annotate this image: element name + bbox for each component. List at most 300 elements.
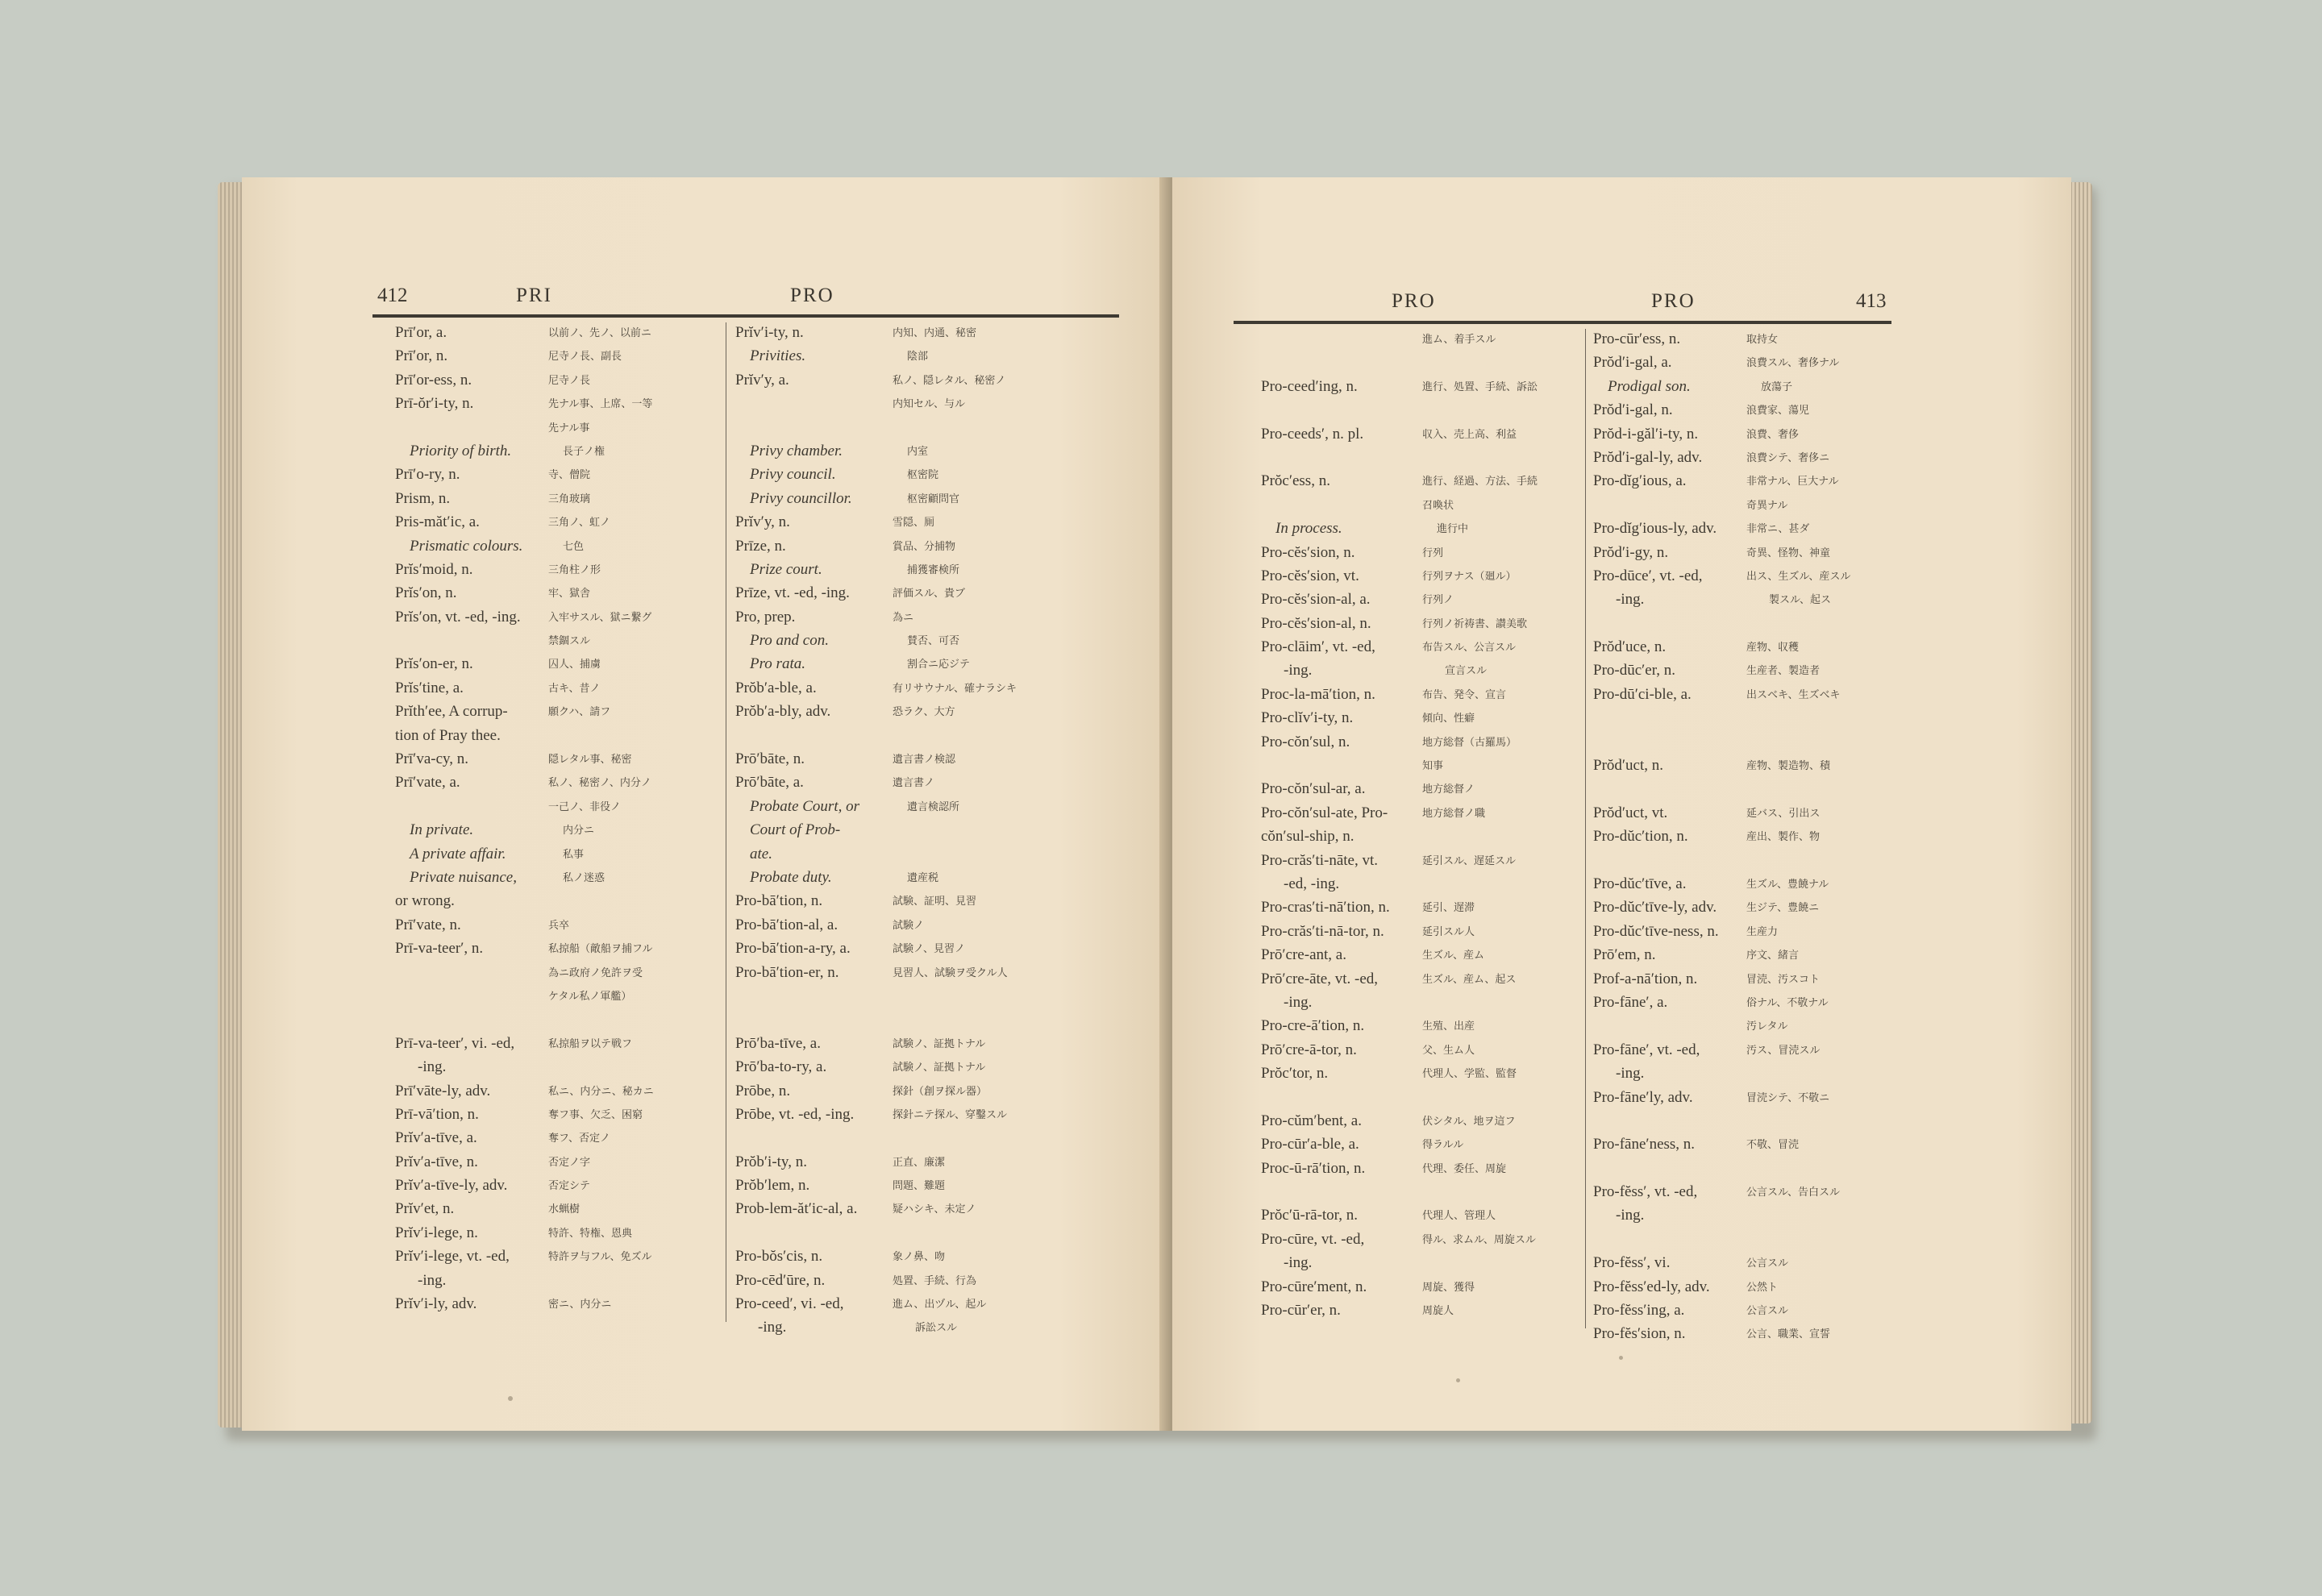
entry-headword: -ing.: [1616, 591, 1645, 609]
entry-headword: Prĭv′y, n.: [735, 513, 790, 531]
entry-headword: Pro-bā′tion, n.: [735, 892, 823, 910]
dictionary-entry: [1593, 1275, 1904, 1299]
entry-definition: 水蝋樹: [548, 1203, 580, 1216]
entry-headword: Pro-dŭc′tion, n.: [1593, 828, 1688, 846]
entry-definition: 奪フ事、欠乏、困窮: [548, 1108, 643, 1120]
dictionary-entry: [395, 1079, 714, 1103]
left-page-column-2: [735, 321, 1114, 1340]
entry-headword: [1261, 754, 1422, 777]
entry-headword: Pro-bā′tion-al, a.: [735, 916, 838, 933]
entry-definition: 禁錮スル: [548, 634, 591, 647]
dictionary-entry: [735, 676, 1114, 700]
entry-headword: Pro-cūre, vt. -ed,: [1261, 1230, 1365, 1248]
open-book: [218, 171, 2092, 1436]
entry-headword: -ing.: [1284, 1254, 1313, 1272]
entry-definition: 遺言検認所: [907, 800, 960, 813]
dictionary-entry: [1593, 1322, 1904, 1345]
dictionary-entry: [735, 818, 1114, 842]
entry-definition: 出ス、生ズル、産スル: [1746, 569, 1851, 582]
entry-definition: 奇異ナル: [1746, 498, 1788, 511]
entry-definition: 冒涜、汚スコト: [1746, 972, 1821, 985]
entry-definition: 探針ニテ探ル、穿鑿スル: [893, 1108, 1007, 1120]
entry-headword: [1593, 849, 1746, 872]
dictionary-entry: [735, 321, 1114, 344]
entry-headword: Prĭv′i-lege, vt. -ed,: [395, 1248, 510, 1266]
entry-headword: [735, 984, 893, 1008]
dictionary-entry: [1261, 1038, 1583, 1062]
dictionary-entry: [1593, 375, 1904, 398]
entry-headword: -ed, -ing.: [1284, 875, 1340, 892]
dictionary-entry: [1593, 1086, 1904, 1109]
dictionary-entry: [395, 913, 714, 937]
entry-definition: 周旋人: [1422, 1304, 1454, 1317]
entry-definition: 私ニ、内分ニ、秘カニ: [548, 1084, 654, 1097]
dictionary-entry: [735, 1008, 1114, 1031]
entry-headword: Prĭv′i-ty, n.: [735, 324, 804, 341]
entry-headword: Prismatic colours.: [410, 537, 523, 555]
dictionary-entry: [735, 771, 1114, 794]
dictionary-entry: [1261, 896, 1583, 919]
entry-definition: 布告スル、公言スル: [1422, 641, 1516, 654]
dictionary-entry: [1261, 422, 1583, 446]
entry-headword: [395, 1008, 548, 1031]
dictionary-entry: [735, 534, 1114, 558]
dictionary-entry: [395, 463, 714, 486]
dictionary-entry: [1593, 754, 1904, 777]
dictionary-entry: [1261, 1109, 1583, 1133]
dictionary-entry: [735, 1150, 1114, 1174]
entry-definition: 先ナル事、上席、一等: [548, 397, 653, 410]
dictionary-entry: [1261, 541, 1583, 564]
dictionary-entry: [1593, 1251, 1904, 1274]
entry-definition: 試験ノ、見習ノ: [893, 942, 965, 955]
dictionary-entry: [1261, 493, 1583, 517]
dictionary-entry: [395, 510, 714, 534]
entry-headword: [1593, 706, 1746, 729]
entry-definition: 捕獲審検所: [907, 563, 960, 576]
entry-headword: -ing.: [1616, 1065, 1645, 1083]
dictionary-entry: [735, 795, 1114, 818]
entry-headword: tion of Pray thee.: [395, 726, 501, 744]
entry-headword: Prŏd′i-gal, n.: [1593, 401, 1673, 419]
entry-headword: Prŏc′ess, n.: [1261, 472, 1330, 490]
dictionary-entry: [395, 676, 714, 700]
dictionary-entry: [1261, 777, 1583, 800]
dictionary-entry: [1593, 920, 1904, 943]
dictionary-entry: [1593, 612, 1904, 635]
page-number-left: 412: [377, 285, 408, 306]
entry-definition: 生ジテ、豊饒ニ: [1746, 901, 1820, 914]
dictionary-entry: [1261, 517, 1583, 540]
paper-speck: [508, 1396, 513, 1401]
entry-headword: [1261, 398, 1422, 422]
dictionary-entry: [1593, 1133, 1904, 1156]
entry-headword: Pro-fĕss′, vt. -ed,: [1593, 1183, 1698, 1201]
entry-headword: -ing.: [418, 1058, 447, 1076]
dictionary-entry: [1593, 730, 1904, 754]
entry-headword: Pro-cēd′ūre, n.: [735, 1271, 826, 1289]
dictionary-entry: [1593, 1014, 1904, 1037]
dictionary-entry: [735, 1174, 1114, 1197]
dictionary-entry: [395, 1032, 714, 1055]
entry-headword: [1593, 1014, 1746, 1037]
entry-definition: 入牢サスル、獄ニ繋グ: [548, 610, 652, 623]
entry-headword: Prō′bāte, n.: [735, 750, 805, 768]
entry-headword: -ing.: [418, 1271, 447, 1289]
dictionary-entry: [395, 818, 714, 842]
paper-speck: [1456, 1378, 1460, 1382]
dictionary-entry: [1593, 1228, 1904, 1251]
entry-headword: Prĭv′y, a.: [735, 371, 789, 389]
entry-definition: 生ズル、産ム、起ス: [1422, 972, 1517, 985]
entry-definition: 為ニ: [893, 610, 914, 623]
dictionary-entry: [735, 866, 1114, 889]
dictionary-entry: [1261, 588, 1583, 611]
entry-definition: 三角玻璃: [548, 492, 591, 505]
dictionary-entry: [1593, 967, 1904, 991]
dictionary-entry: [735, 1103, 1114, 1126]
dictionary-entry: [395, 581, 714, 605]
dictionary-entry: [735, 392, 1114, 415]
dictionary-entry: [395, 700, 714, 723]
entry-headword: Prō′cre-ā-tor, n.: [1261, 1041, 1357, 1058]
entry-definition: 進行、処置、手続、訴訟: [1422, 380, 1538, 393]
entry-definition: 割合ニ応ジテ: [907, 658, 971, 671]
entry-definition: 評価スル、貴ブ: [893, 587, 965, 600]
dictionary-entry: [1261, 1133, 1583, 1156]
entry-headword: Prī-va-teer′, vi. -ed,: [395, 1034, 515, 1052]
entry-definition: 試験ノ、証拠トナル: [893, 1037, 986, 1049]
entry-headword: or wrong.: [395, 892, 455, 910]
entry-headword: Prĭs′on, n.: [395, 584, 457, 602]
entry-headword: Prŏd-i-găl′i-ty, n.: [1593, 425, 1699, 443]
entry-definition: 得ル、求ムル、周旋スル: [1422, 1232, 1536, 1245]
dictionary-entry: [1593, 1062, 1904, 1085]
dictionary-entry: [735, 842, 1114, 866]
entry-definition: 正直、廉潔: [893, 1155, 946, 1168]
entry-definition: 延バス、引出ス: [1746, 806, 1821, 819]
header-rule-left: [372, 314, 1119, 318]
entry-headword: Prīze, vt. -ed, -ing.: [735, 584, 850, 602]
entry-definition: 疑ハシキ、未定ノ: [893, 1203, 976, 1216]
dictionary-entry: [1261, 398, 1583, 422]
entry-definition: 非常ニ、甚ダ: [1746, 522, 1810, 535]
entry-headword: Prĭv′a-tīve, n.: [395, 1153, 478, 1170]
entry-headword: Pro-bā′tion-er, n.: [735, 963, 839, 981]
dictionary-entry: [735, 1079, 1114, 1103]
entry-definition: 延引スル、遅延スル: [1422, 854, 1516, 867]
dictionary-entry: [395, 534, 714, 558]
entry-headword: Prĭv′a-tīve, a.: [395, 1129, 477, 1147]
entry-headword: Pro-cūre′ment, n.: [1261, 1278, 1367, 1295]
page-number-right: 413: [1856, 290, 1887, 312]
entry-headword: Prĭs′on, vt. -ed, -ing.: [395, 608, 521, 626]
entry-definition: 生産者、製造者: [1746, 664, 1821, 677]
entry-definition: 浪費家、蕩児: [1746, 404, 1810, 417]
entry-headword: Pro-fĕss′, vi.: [1593, 1254, 1671, 1272]
dictionary-entry: [735, 605, 1114, 629]
dictionary-entry: [735, 1126, 1114, 1149]
entry-definition: 知事: [1422, 759, 1444, 772]
right-page-header: [1237, 290, 1898, 318]
entry-headword: Prŏb′a-bly, adv.: [735, 703, 831, 721]
dictionary-entry: [1261, 351, 1583, 374]
entry-headword: [1593, 1228, 1746, 1251]
dictionary-entry: [395, 1197, 714, 1220]
entry-headword: Pro-crăs′ti-nā-tor, n.: [1261, 922, 1384, 940]
entry-definition: 内知、内通、秘密: [893, 326, 977, 339]
entry-definition: 宣言スル: [1445, 664, 1488, 677]
entry-definition: 七色: [563, 539, 585, 552]
dictionary-entry: [1593, 1157, 1904, 1180]
dictionary-entry: [735, 344, 1114, 368]
entry-headword: Pris-măt′ic, a.: [395, 513, 480, 531]
entry-headword: Pro-clāim′, vt. -ed,: [1261, 638, 1375, 656]
dictionary-entry: [395, 558, 714, 581]
entry-headword: Prī′vāte-ly, adv.: [395, 1082, 491, 1099]
entry-headword: -ing.: [1284, 993, 1313, 1011]
entry-headword: [1261, 493, 1422, 517]
entry-headword: Proc-ū-rā′tion, n.: [1261, 1159, 1366, 1177]
entry-headword: [395, 416, 548, 439]
entry-definition: 召喚状: [1422, 498, 1454, 511]
entry-headword: Proc-la-mā′tion, n.: [1261, 685, 1375, 703]
entry-headword: Pro-cĕs′sion, vt.: [1261, 567, 1359, 584]
entry-headword: [735, 1221, 893, 1245]
column-divider-right: [1585, 329, 1586, 1328]
dictionary-entry: [735, 416, 1114, 439]
entry-headword: Prŏc′ū-rā-tor, n.: [1261, 1207, 1358, 1224]
dictionary-entry: [1261, 635, 1583, 659]
right-page-column-1: [1261, 327, 1583, 1322]
entry-headword: Prī′o-ry, n.: [395, 466, 460, 484]
entry-headword: Prō′em, n.: [1593, 946, 1656, 964]
entry-definition: 代理人、学監、監督: [1422, 1067, 1517, 1080]
entry-headword: Prōbe, n.: [735, 1082, 791, 1099]
dictionary-entry: [395, 724, 714, 747]
entry-headword: Pro-fāne′ness, n.: [1593, 1136, 1696, 1153]
entry-headword: Pro-cŏn′sul, n.: [1261, 733, 1350, 750]
dictionary-entry: [1593, 801, 1904, 825]
entry-headword: Pro-fāne′, vt. -ed,: [1593, 1041, 1700, 1058]
dictionary-entry: [1261, 1251, 1583, 1274]
entry-headword: Prō′bāte, a.: [735, 774, 804, 792]
entry-definition: 周旋、獲得: [1422, 1280, 1475, 1293]
entry-headword: -ing.: [1616, 1207, 1645, 1224]
entry-definition: 浪費、奢侈: [1746, 427, 1800, 440]
dictionary-entry: [1261, 849, 1583, 872]
entry-headword: [1593, 730, 1746, 754]
entry-headword: Pro-ceed′ing, n.: [1261, 377, 1358, 395]
entry-definition: 冒涜シテ、不敬ニ: [1746, 1091, 1830, 1103]
right-page: [1172, 177, 2071, 1431]
entry-headword: Prŏd′uct, vt.: [1593, 804, 1668, 821]
dictionary-entry: [735, 889, 1114, 912]
entry-definition: 特許、特権、恩典: [548, 1226, 633, 1239]
dictionary-entry: [395, 747, 714, 771]
entry-headword: cŏn′sul-ship, n.: [1261, 828, 1354, 846]
entry-headword: Privy councillor.: [750, 489, 852, 507]
entry-headword: Prof-a-nā′tion, n.: [1593, 970, 1698, 987]
dictionary-entry: [1261, 1275, 1583, 1299]
entry-definition: 遺言書ノ検認: [893, 753, 956, 766]
entry-definition: 試験ノ、証拠トナル: [893, 1061, 986, 1074]
dictionary-entry: [1593, 541, 1904, 564]
entry-headword: Prĭs′moid, n.: [395, 560, 473, 578]
dictionary-entry: [1261, 1157, 1583, 1180]
entry-definition: ケタル私ノ軍艦）: [548, 989, 632, 1002]
entry-headword: In private.: [410, 821, 474, 839]
entry-definition: 願クハ、請フ: [548, 705, 611, 718]
entry-headword: -ing.: [1284, 662, 1313, 680]
entry-headword: Prī-va-teer′, n.: [395, 940, 484, 958]
entry-definition: 三角ノ、虹ノ: [548, 516, 610, 529]
entry-headword: Pro-fāne′, a.: [1593, 993, 1668, 1011]
entry-definition: 進ム、着手スル: [1422, 333, 1496, 345]
dictionary-entry: [395, 1055, 714, 1079]
dictionary-entry: [735, 1032, 1114, 1055]
dictionary-entry: [1261, 991, 1583, 1014]
dictionary-entry: [1593, 422, 1904, 446]
entry-definition: 賞品、分捕物: [893, 539, 956, 552]
entry-definition: 公然ト: [1746, 1280, 1779, 1293]
entry-definition: 特許ヲ与フル、免ズル: [548, 1250, 652, 1263]
entry-definition: 伏シタル、地ヲ這フ: [1422, 1114, 1516, 1127]
entry-headword: Pro-ceed′, vi. -ed,: [735, 1295, 844, 1313]
entry-headword: Prob-lem-ăt′ic-al, a.: [735, 1200, 858, 1218]
dictionary-entry: [735, 724, 1114, 747]
entry-definition: 行列: [1422, 546, 1444, 559]
entry-definition: 問題、難題: [893, 1179, 946, 1192]
dictionary-entry: [735, 1245, 1114, 1268]
dictionary-entry: [1593, 588, 1904, 611]
entry-definition: 内室: [907, 444, 929, 457]
entry-headword: Pro-bā′tion-a-ry, a.: [735, 940, 851, 958]
dictionary-entry: [1261, 683, 1583, 706]
dictionary-entry: [1593, 777, 1904, 800]
dictionary-entry: [395, 771, 714, 794]
entry-definition: 陰部: [907, 350, 929, 363]
dictionary-entry: [395, 416, 714, 439]
dictionary-entry: [395, 1174, 714, 1197]
entry-definition: 探針（創ヲ探ル器）: [893, 1084, 988, 1097]
entry-headword: Prī-ŏr′i-ty, n.: [395, 395, 474, 413]
dictionary-entry: [395, 937, 714, 960]
dictionary-entry: [735, 652, 1114, 675]
dictionary-entry: [1261, 1180, 1583, 1203]
entry-headword: [395, 961, 548, 984]
entry-definition: 囚人、捕虜: [548, 658, 601, 671]
entry-definition: 象ノ鼻、吻: [893, 1250, 946, 1263]
dictionary-entry: [1593, 706, 1904, 729]
entry-definition: 否定ノ字: [548, 1155, 591, 1168]
dictionary-entry: [1593, 872, 1904, 896]
entry-headword: In process.: [1275, 520, 1342, 538]
dictionary-entry: [735, 937, 1114, 960]
entry-headword: Pro-cĕs′sion, n.: [1261, 543, 1355, 561]
dictionary-entry: [395, 392, 714, 415]
entry-definition: 出スベキ、生ズベキ: [1746, 688, 1841, 700]
entry-headword: [1261, 327, 1422, 351]
entry-headword: Pro-cūr′ess, n.: [1593, 330, 1681, 347]
entry-definition: 私掠船ヲ以テ戦フ: [548, 1037, 633, 1049]
dictionary-entry: [735, 984, 1114, 1008]
dictionary-entry: [735, 747, 1114, 771]
entry-definition: 浪費スル、奢侈ナル: [1746, 356, 1840, 369]
entry-definition: 公言、職業、宣誓: [1746, 1328, 1831, 1340]
entry-headword: Pro-dĭg′ious-ly, adv.: [1593, 520, 1717, 538]
dictionary-entry: [1261, 612, 1583, 635]
entry-definition: 内知セル、与ル: [893, 397, 965, 410]
dictionary-entry: [1593, 398, 1904, 422]
entry-headword: Pro-cŏn′sul-ate, Pro-: [1261, 804, 1388, 821]
entry-definition: 延引、遅滞: [1422, 901, 1475, 914]
entry-definition: 生産力: [1746, 925, 1779, 937]
entry-headword: Prĭth′ee, A corrup-: [395, 703, 508, 721]
entry-definition: 父、生ム人: [1422, 1043, 1475, 1056]
dictionary-entry: [395, 368, 714, 392]
entry-headword: Pro and con.: [750, 632, 829, 650]
dictionary-entry: [1261, 564, 1583, 588]
dictionary-entry: [1261, 469, 1583, 493]
entry-headword: [395, 629, 548, 652]
entry-headword: Pro-fĕss′ing, a.: [1593, 1302, 1685, 1320]
entry-definition: 私掠船（敵船ヲ捕フル: [548, 942, 653, 955]
entry-headword: [735, 1008, 893, 1031]
dictionary-entry: [735, 439, 1114, 463]
entry-definition: 生ズル、豊饒ナル: [1746, 877, 1829, 890]
entry-definition: 汚レタル: [1746, 1020, 1788, 1033]
entry-definition: 生ズル、産ム: [1422, 949, 1484, 962]
entry-headword: [735, 724, 893, 747]
entry-headword: Prī-vā′tion, n.: [395, 1105, 479, 1123]
entry-headword: Pro-dĭg′ious, a.: [1593, 472, 1687, 490]
entry-headword: [1261, 1086, 1422, 1109]
entry-definition: 三角柱ノ形: [548, 563, 601, 576]
entry-headword: Pro-cŏn′sul-ar, a.: [1261, 780, 1366, 798]
entry-definition: 俗ナル、不敬ナル: [1746, 995, 1829, 1008]
entry-definition: 地方総督ノ: [1422, 783, 1475, 796]
entry-headword: [1593, 777, 1746, 800]
dictionary-entry: [395, 1103, 714, 1126]
entry-definition: 放蕩子: [1761, 380, 1793, 393]
entry-headword: Prŏb′i-ty, n.: [735, 1153, 807, 1170]
entry-headword: Pro-crăs′ti-nāte, vt.: [1261, 851, 1379, 869]
dictionary-entry: [395, 866, 714, 889]
entry-headword: Prō′ba-tīve, a.: [735, 1034, 821, 1052]
entry-headword: [1261, 1180, 1422, 1203]
header-rule-right: [1234, 321, 1891, 324]
entry-headword: Probate duty.: [750, 868, 832, 886]
entry-headword: Pro-fĕs′sion, n.: [1593, 1325, 1686, 1343]
entry-definition: 古キ、昔ノ: [548, 681, 601, 694]
entry-headword: Private nuisance,: [410, 868, 517, 886]
dictionary-entry: [1261, 1062, 1583, 1085]
dictionary-entry: [1593, 1109, 1904, 1133]
entry-headword: -ing.: [758, 1319, 787, 1336]
entry-definition: 収入、売上高、利益: [1422, 427, 1517, 440]
dictionary-entry: [1261, 801, 1583, 825]
dictionary-entry: [395, 1221, 714, 1245]
entry-definition: 進行中: [1437, 522, 1469, 535]
dictionary-entry: [395, 842, 714, 866]
entry-headword: [1593, 493, 1746, 517]
dictionary-entry: [1593, 896, 1904, 919]
entry-headword: Pro-dŭc′tīve, a.: [1593, 875, 1687, 892]
entry-headword: Prŏd′i-gy, n.: [1593, 543, 1669, 561]
entry-headword: Prŏd′i-gal-ly, adv.: [1593, 448, 1703, 466]
entry-headword: Prō′ba-to-ry, a.: [735, 1058, 827, 1076]
